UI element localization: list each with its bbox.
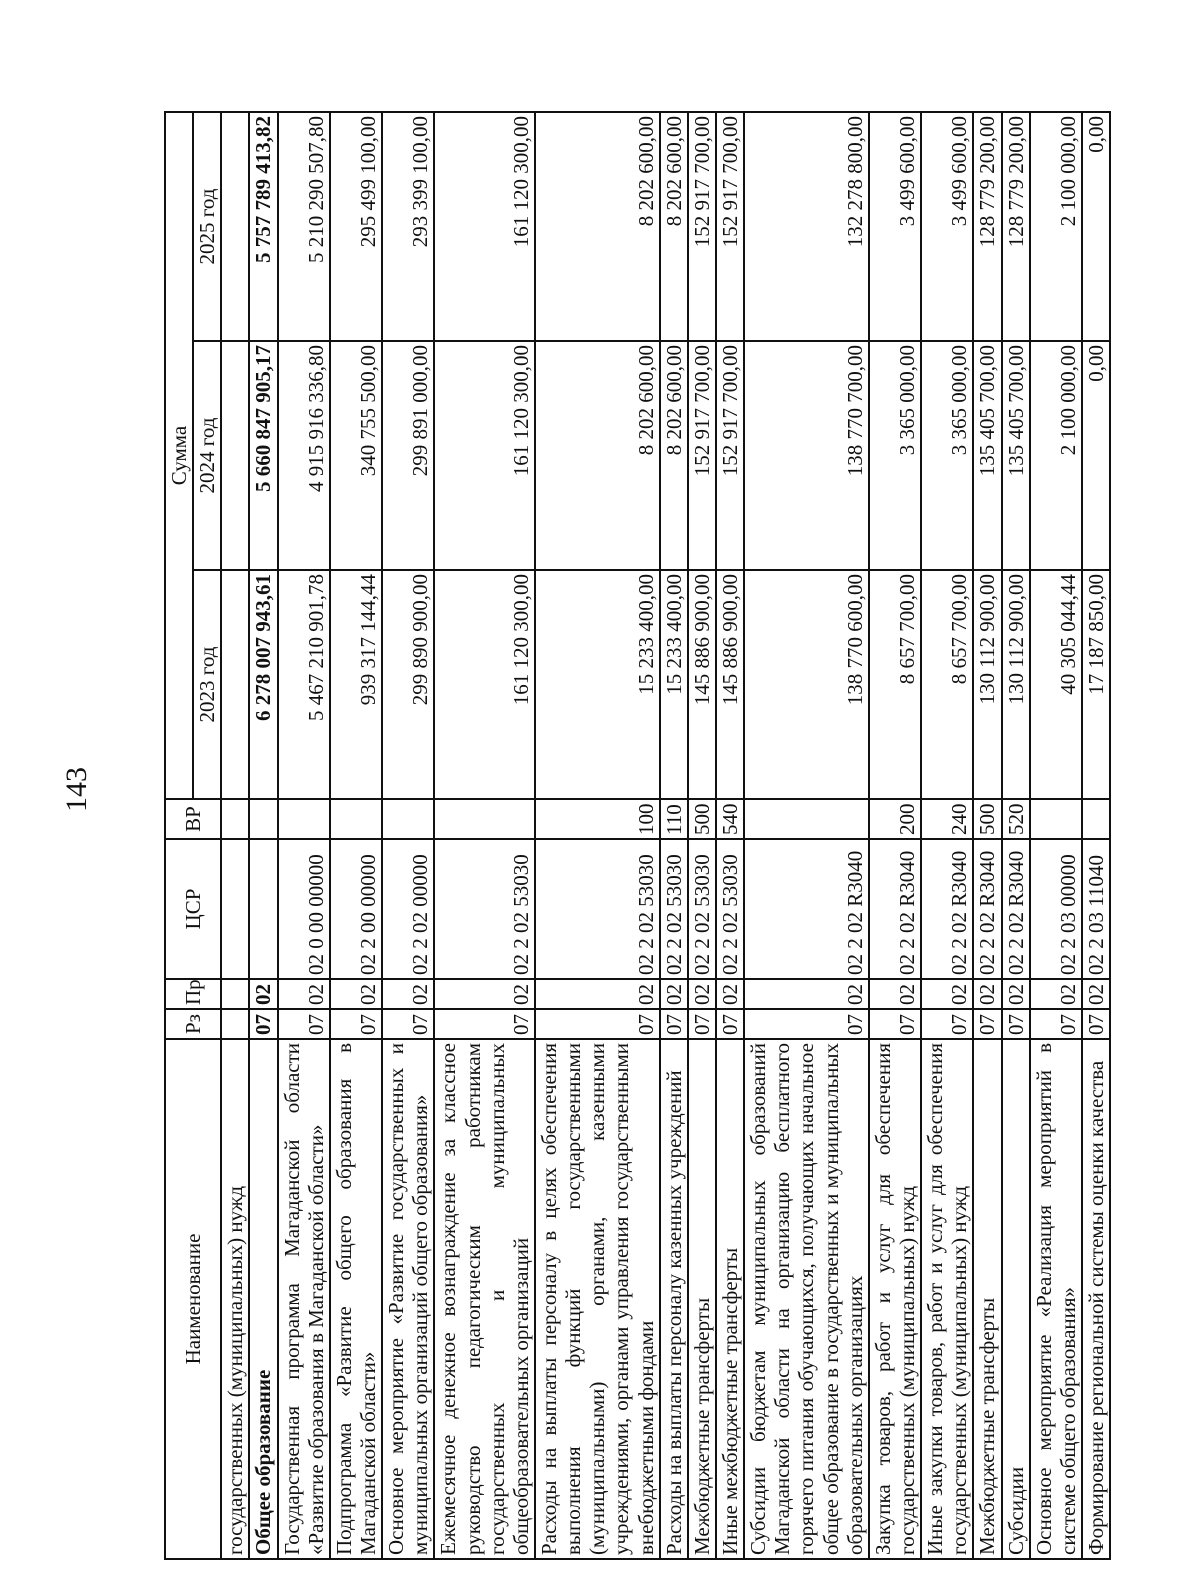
cell-vr: 200 [869,799,921,839]
header-2023: 2023 год [193,570,221,799]
cell-2023: 145 886 900,00 [688,570,716,799]
cell-csr: 02 2 02 R3040 [744,839,869,979]
cell-2023: 15 233 400,00 [535,570,660,799]
cell-2023 [221,570,249,799]
cell-2025 [221,112,249,341]
cell-csr: 02 2 03 11040 [1082,839,1110,979]
cell-name: Межбюджетные трансферты [688,1039,716,1559]
cell-2025: 5 210 290 507,80 [278,112,330,341]
cell-vr: 500 [973,799,1001,839]
cell-2025: 128 779 200,00 [1002,112,1030,341]
cell-vr [278,799,330,839]
cell-name: Общее образование [249,1039,277,1559]
cell-2024: 8 202 600,00 [535,341,660,570]
cell-rz: 07 [744,1009,869,1039]
cell-2023: 145 886 900,00 [716,570,744,799]
cell-2025: 2 100 000,00 [1030,112,1082,341]
cell-2025: 295 499 100,00 [330,112,382,341]
cell-2023: 138 770 600,00 [744,570,869,799]
table-row [330,112,382,1559]
table-row [921,112,973,1559]
cell-rz: 07 [688,1009,716,1039]
table-row [973,112,1001,1559]
cell-2024: 152 917 700,00 [688,341,716,570]
header-sum: Сумма [165,112,193,799]
cell-name: Закупка товаров, работ и услуг для обеспечения государственных (муниципальных) нужд [869,1039,921,1559]
cell-rz: 07 [973,1009,1001,1039]
cell-2023: 161 120 300,00 [434,570,535,799]
cell-2024: 299 891 000,00 [382,341,434,570]
cell-2024: 3 365 000,00 [921,341,973,570]
cell-name: Субсидии [1002,1039,1030,1559]
cell-rz: 07 [1030,1009,1082,1039]
cell-vr [330,799,382,839]
cell-csr: 02 2 02 R3040 [1002,839,1030,979]
cell-pr [221,979,249,1009]
cell-csr [221,839,249,979]
cell-vr [1082,799,1110,839]
cell-pr: 02 [535,979,660,1009]
cell-pr: 02 [869,979,921,1009]
cell-rz: 07 [869,1009,921,1039]
cell-pr: 02 [434,979,535,1009]
cell-2024: 152 917 700,00 [716,341,744,570]
cell-csr: 02 2 02 53030 [688,839,716,979]
cell-2024: 4 915 916 336,80 [278,341,330,570]
cell-csr: 02 2 02 53030 [660,839,688,979]
cell-2025: 5 757 789 413,82 [249,112,277,341]
cell-pr: 02 [660,979,688,1009]
cell-2023: 8 657 700,00 [921,570,973,799]
cell-vr: 520 [1002,799,1030,839]
cell-2024: 0,00 [1082,341,1110,570]
cell-rz: 07 [382,1009,434,1039]
cell-rz: 07 [1002,1009,1030,1039]
header-vr: ВР [165,799,221,839]
cell-vr [1030,799,1082,839]
header-pr: Пр [165,979,221,1009]
cell-pr: 02 [1002,979,1030,1009]
cell-vr: 540 [716,799,744,839]
cell-csr: 02 2 02 53030 [716,839,744,979]
cell-2023: 8 657 700,00 [869,570,921,799]
header-2025: 2025 год [193,112,221,341]
cell-csr: 02 2 02 R3040 [921,839,973,979]
cell-vr [382,799,434,839]
cell-2024: 8 202 600,00 [660,341,688,570]
cell-2024: 135 405 700,00 [973,341,1001,570]
cell-csr: 02 0 00 00000 [278,839,330,979]
rotated-table-container [164,112,1108,1560]
cell-csr: 02 2 02 53030 [535,839,660,979]
cell-vr [434,799,535,839]
cell-rz: 07 [434,1009,535,1039]
table-row [660,112,688,1559]
cell-2024: 138 770 700,00 [744,341,869,570]
cell-2025: 8 202 600,00 [535,112,660,341]
cell-2024: 340 755 500,00 [330,341,382,570]
table-row [1082,112,1110,1559]
table-row [221,112,249,1559]
table-row [434,112,535,1559]
cell-2025: 0,00 [1082,112,1110,341]
cell-name: Основное мероприятие «Реализация мероприятий в системе общего образования» [1030,1039,1082,1559]
cell-name: Иные межбюджетные трансферты [716,1039,744,1559]
cell-csr: 02 2 02 00000 [382,839,434,979]
cell-pr: 02 [688,979,716,1009]
cell-2024: 161 120 300,00 [434,341,535,570]
cell-csr: 02 2 03 00000 [1030,839,1082,979]
cell-2025: 132 278 800,00 [744,112,869,341]
cell-vr [221,799,249,839]
cell-2023: 130 112 900,00 [1002,570,1030,799]
cell-2023: 939 317 144,44 [330,570,382,799]
cell-rz: 07 [249,1009,277,1039]
cell-2023: 5 467 210 901,78 [278,570,330,799]
cell-2025: 128 779 200,00 [973,112,1001,341]
cell-pr: 02 [330,979,382,1009]
table-row [382,112,434,1559]
table-header [165,112,221,1559]
cell-name: Основное мероприятие «Развитие государственных и муниципальных организаций общего образования» [382,1039,434,1559]
table-row [744,112,869,1559]
cell-pr: 02 [973,979,1001,1009]
cell-name: Расходы на выплаты персоналу казенных учреждений [660,1039,688,1559]
cell-name: Государственная программа Магаданской области «Развитие образования в Магаданской области» [278,1039,330,1559]
cell-2024: 5 660 847 905,17 [249,341,277,570]
cell-rz: 07 [660,1009,688,1039]
cell-name: Подпрограмма «Развитие общего образования в Магаданской области» [330,1039,382,1559]
table-row [249,112,277,1559]
cell-rz: 07 [330,1009,382,1039]
cell-csr: 02 2 00 00000 [330,839,382,979]
cell-2023: 17 187 850,00 [1082,570,1110,799]
cell-pr: 02 [278,979,330,1009]
cell-rz: 07 [1082,1009,1110,1039]
cell-2025: 8 202 600,00 [660,112,688,341]
cell-vr: 500 [688,799,716,839]
cell-pr: 02 [744,979,869,1009]
cell-csr: 02 2 02 R3040 [973,839,1001,979]
cell-name: Субсидии бюджетам муниципальных образований Магаданской области на организацию бесплатного горячего питания обучающихся, получающих начальное общее образование в государственных и муниципальных образовательных организациях [744,1039,869,1559]
cell-vr: 110 [660,799,688,839]
header-rz: Рз [165,1009,221,1039]
cell-pr: 02 [716,979,744,1009]
cell-2025: 3 499 600,00 [921,112,973,341]
budget-table [164,111,1111,1560]
header-csr: ЦСР [165,839,221,979]
cell-rz: 07 [716,1009,744,1039]
cell-rz: 07 [278,1009,330,1039]
cell-2025: 293 399 100,00 [382,112,434,341]
cell-2023: 15 233 400,00 [660,570,688,799]
cell-2023: 299 890 900,00 [382,570,434,799]
cell-vr [744,799,869,839]
cell-pr: 02 [382,979,434,1009]
table-row [869,112,921,1559]
cell-pr: 02 [1030,979,1082,1009]
table-row [688,112,716,1559]
cell-name: государственных (муниципальных) нужд [221,1039,249,1559]
cell-2024: 2 100 000,00 [1030,341,1082,570]
cell-name: Межбюджетные трансферты [973,1039,1001,1559]
table-row [1002,112,1030,1559]
cell-csr [249,839,277,979]
cell-vr [249,799,277,839]
cell-2024 [221,341,249,570]
cell-name: Ежемесячное денежное вознаграждение за классное руководство педагогическим работникам государственных и муниципальных общеобразовательных организаций [434,1039,535,1559]
cell-vr: 100 [535,799,660,839]
header-2024: 2024 год [193,341,221,570]
table-body [221,112,1110,1559]
page-number: 143 [60,767,93,812]
cell-2025: 161 120 300,00 [434,112,535,341]
cell-rz: 07 [921,1009,973,1039]
table-row [1030,112,1082,1559]
cell-csr: 02 2 02 R3040 [869,839,921,979]
cell-name: Расходы на выплаты персоналу в целях обеспечения выполнения функций государственными (муниципальными) органами, казенными учреждениями, органами управления государственными внебюджетными фондами [535,1039,660,1559]
cell-rz [221,1009,249,1039]
table-row [535,112,660,1559]
cell-pr: 02 [1082,979,1110,1009]
cell-2023: 130 112 900,00 [973,570,1001,799]
cell-pr: 02 [249,979,277,1009]
cell-2025: 3 499 600,00 [869,112,921,341]
cell-2025: 152 917 700,00 [688,112,716,341]
cell-2024: 3 365 000,00 [869,341,921,570]
cell-pr: 02 [921,979,973,1009]
cell-name: Формирование региональной системы оценки качества [1082,1039,1110,1559]
cell-2025: 152 917 700,00 [716,112,744,341]
table-row [716,112,744,1559]
cell-2023: 40 305 044,44 [1030,570,1082,799]
table-row [278,112,330,1559]
cell-2024: 135 405 700,00 [1002,341,1030,570]
cell-vr: 240 [921,799,973,839]
cell-name: Иные закупки товаров, работ и услуг для обеспечения государственных (муниципальных) нужд [921,1039,973,1559]
header-name: Наименование [165,1039,221,1559]
cell-rz: 07 [535,1009,660,1039]
cell-2023: 6 278 007 943,61 [249,570,277,799]
cell-csr: 02 2 02 53030 [434,839,535,979]
